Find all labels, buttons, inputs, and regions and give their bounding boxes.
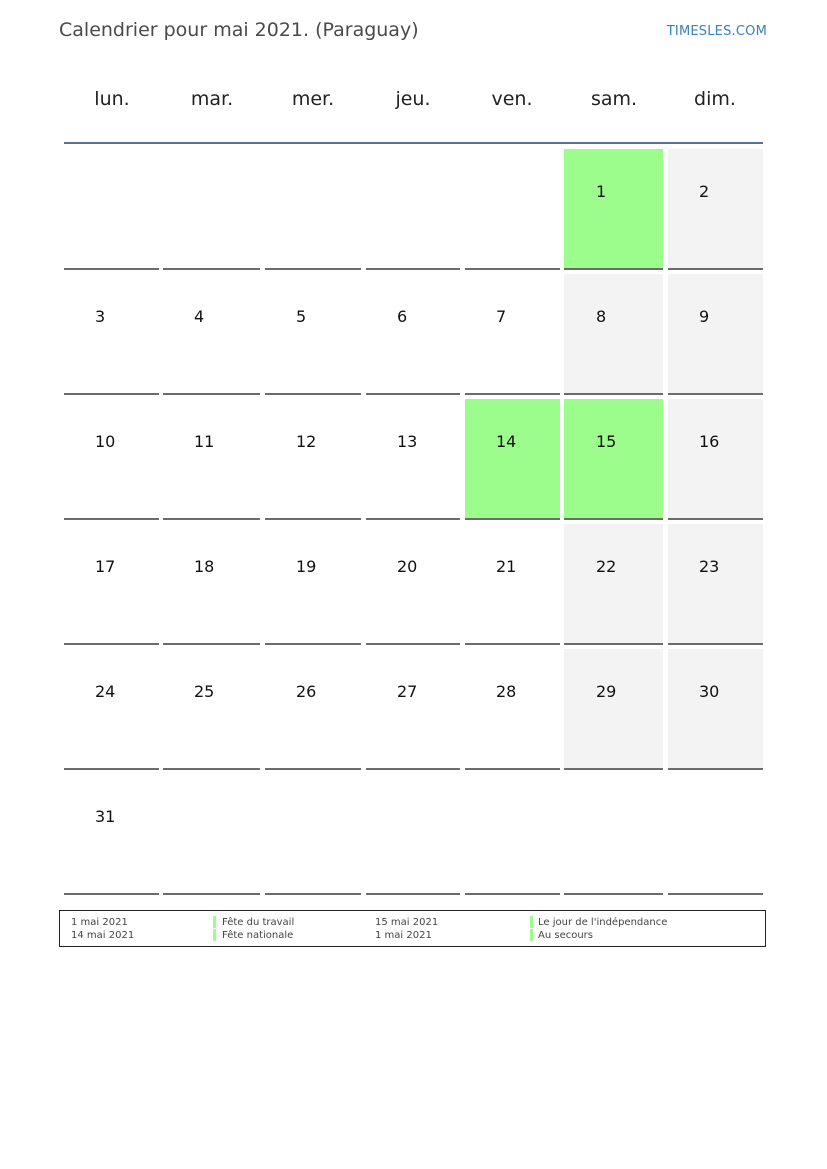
day-number: 11: [194, 432, 215, 451]
weekday-label: mar.: [190, 88, 234, 110]
day-cell[interactable]: [465, 649, 560, 770]
holiday-day-cell[interactable]: [564, 149, 663, 270]
legend-date: 1 mai 2021: [375, 930, 432, 941]
empty-day-cell: [668, 774, 763, 895]
page-title: Calendrier pour mai 2021. (Paraguay): [59, 19, 419, 41]
day-cell[interactable]: [366, 524, 460, 645]
weekday-label: ven.: [491, 88, 533, 110]
day-cell[interactable]: [64, 649, 159, 770]
day-cell[interactable]: [163, 274, 260, 395]
day-cell[interactable]: [465, 524, 560, 645]
day-number: 3: [95, 307, 106, 326]
day-number: 21: [496, 557, 517, 576]
empty-day-cell: [265, 774, 361, 895]
day-cell[interactable]: [64, 524, 159, 645]
day-cell[interactable]: [163, 399, 260, 520]
legend-names-column: [222, 916, 294, 942]
day-cell[interactable]: [564, 274, 663, 395]
day-cell[interactable]: [668, 649, 763, 770]
brand-link[interactable]: TIMESLES.COM: [666, 24, 767, 39]
day-number: 2: [699, 182, 710, 201]
day-cell[interactable]: [64, 774, 159, 895]
holiday-color-marker: [530, 929, 533, 941]
holiday-color-marker: [530, 916, 533, 928]
weekday-label: lun.: [94, 88, 130, 110]
day-cell[interactable]: [64, 399, 159, 520]
day-number: 23: [699, 557, 720, 576]
legend-date: 14 mai 2021: [71, 930, 135, 941]
day-number: 18: [194, 557, 215, 576]
day-number: 27: [397, 682, 418, 701]
legend-date: 15 mai 2021: [375, 917, 439, 928]
day-number: 31: [95, 807, 116, 826]
empty-day-cell: [163, 774, 260, 895]
day-cell[interactable]: [668, 149, 763, 270]
day-cell[interactable]: [564, 524, 663, 645]
holiday-color-marker: [213, 929, 216, 941]
day-number: 29: [596, 682, 617, 701]
legend-names-column: [538, 916, 667, 942]
day-number: 15: [596, 432, 617, 451]
day-number: 10: [95, 432, 116, 451]
empty-day-cell: [64, 149, 159, 270]
calendar-grid: [64, 149, 763, 895]
legend-holiday-name: Fête nationale: [222, 930, 294, 941]
empty-day-cell: [465, 149, 560, 270]
day-number: 17: [95, 557, 116, 576]
holiday-day-cell[interactable]: [465, 399, 560, 520]
legend-date: 1 mai 2021: [71, 917, 128, 928]
weekday-label: mer.: [291, 88, 335, 110]
day-cell[interactable]: [668, 399, 763, 520]
legend-holiday-name: Le jour de l'indépendance: [538, 917, 668, 928]
day-cell[interactable]: [163, 524, 260, 645]
day-number: 7: [496, 307, 507, 326]
day-number: 8: [596, 307, 607, 326]
legend-holiday-name: Au secours: [538, 930, 593, 941]
holiday-legend: [59, 910, 766, 947]
day-number: 30: [699, 682, 720, 701]
holiday-day-cell[interactable]: [564, 399, 663, 520]
day-cell[interactable]: [64, 274, 159, 395]
day-number: 12: [296, 432, 317, 451]
day-number: 25: [194, 682, 215, 701]
day-cell[interactable]: [265, 274, 361, 395]
empty-day-cell: [465, 774, 560, 895]
day-cell[interactable]: [265, 399, 361, 520]
day-number: 5: [296, 307, 307, 326]
day-cell[interactable]: [564, 649, 663, 770]
day-cell[interactable]: [465, 274, 560, 395]
day-cell[interactable]: [366, 399, 460, 520]
day-number: 16: [699, 432, 720, 451]
holiday-color-marker: [213, 916, 216, 928]
day-cell[interactable]: [366, 649, 460, 770]
day-number: 20: [397, 557, 418, 576]
day-cell[interactable]: [265, 649, 361, 770]
empty-day-cell: [366, 774, 460, 895]
day-number: 6: [397, 307, 408, 326]
empty-day-cell: [265, 149, 361, 270]
day-cell[interactable]: [265, 524, 361, 645]
empty-day-cell: [564, 774, 663, 895]
day-number: 24: [95, 682, 116, 701]
weekday-label: dim.: [694, 88, 736, 110]
empty-day-cell: [163, 149, 260, 270]
day-number: 1: [596, 182, 607, 201]
day-number: 14: [496, 432, 517, 451]
legend-dates-column: [71, 916, 134, 942]
weekday-label: sam.: [590, 88, 638, 110]
weekday-header-row: [64, 88, 763, 120]
legend-holiday-name: Fête du travail: [222, 917, 295, 928]
day-cell[interactable]: [668, 274, 763, 395]
day-number: 4: [194, 307, 205, 326]
legend-dates-column: [375, 916, 438, 942]
weekday-label: jeu.: [395, 88, 431, 110]
day-cell[interactable]: [366, 274, 460, 395]
day-number: 22: [596, 557, 617, 576]
day-cell[interactable]: [163, 649, 260, 770]
day-number: 26: [296, 682, 317, 701]
day-cell[interactable]: [668, 524, 763, 645]
day-number: 19: [296, 557, 317, 576]
day-number: 13: [397, 432, 418, 451]
header-divider: [64, 142, 763, 144]
empty-day-cell: [366, 149, 460, 270]
day-number: 9: [699, 307, 710, 326]
day-number: 28: [496, 682, 517, 701]
